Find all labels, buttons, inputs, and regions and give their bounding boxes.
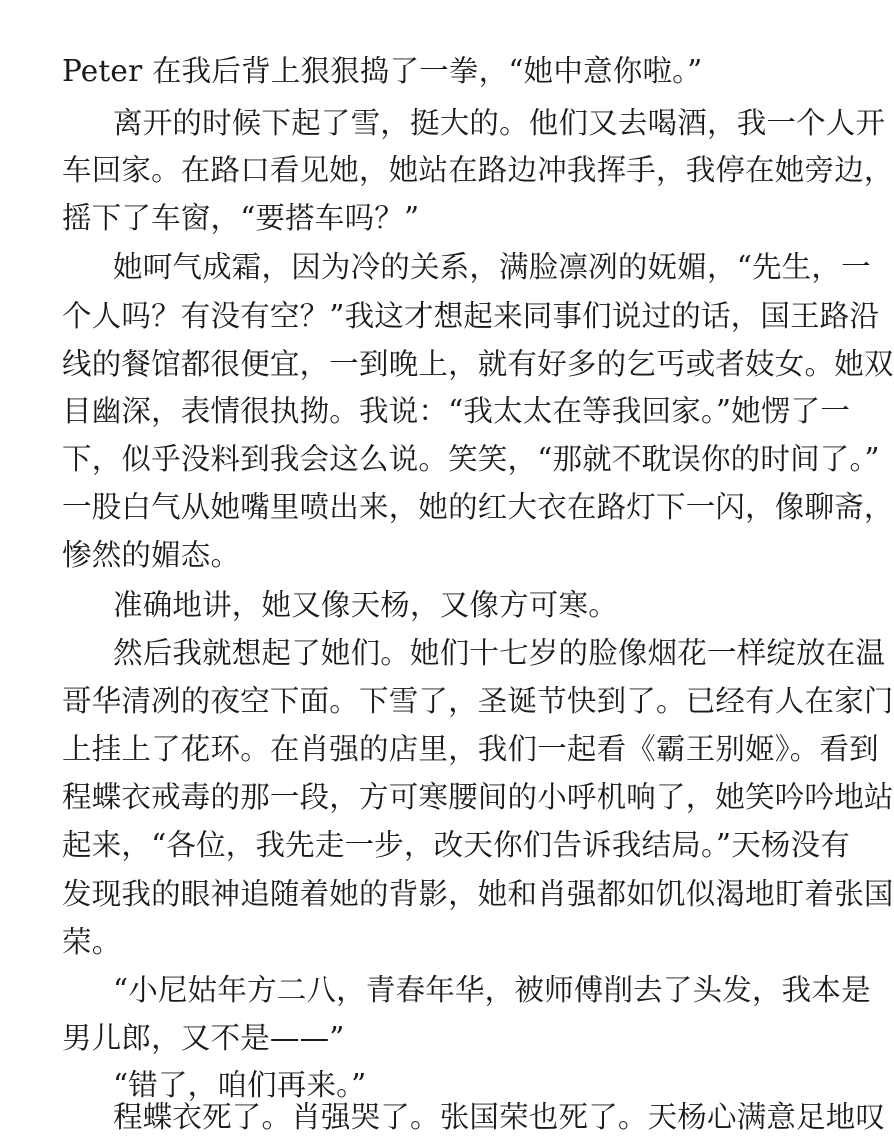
- text-line: “小尼姑年方二八，青春年华，被师傅削去了头发，我本是: [113, 973, 871, 1007]
- text-line: 离开的时候下起了雪，挺大的。他们又去喝酒，我一个人开: [113, 106, 886, 140]
- text-line: 程蝶衣戒毒的那一段，方可寒腰间的小呼机响了，她笑吟吟地站: [62, 780, 894, 814]
- text-line: 个人吗？有没有空？”我这才想起来同事们说过的话，国王路沿: [62, 299, 880, 333]
- text-line: 然后我就想起了她们。她们十七岁的脸像烟花一样绽放在温: [113, 636, 886, 670]
- text-line: 惨然的媚态。: [62, 538, 241, 572]
- text-line: 准确地讲，她又像天杨，又像方可寒。: [113, 588, 618, 622]
- text-line: 上挂上了花环。在肖强的店里，我们一起看《霸王别姬》。看到: [62, 732, 879, 766]
- text-line: 男儿郎，又不是——”: [62, 1021, 345, 1055]
- text-line: 线的餐馆都很便宜，一到晚上，就有好多的乞丐或者妓女。她双: [62, 347, 894, 381]
- text-line: 她呵气成霜，因为冷的关系，满脸凛冽的妩媚，“先生，一: [113, 250, 871, 284]
- text-line: “错了，咱们再来。”: [113, 1068, 367, 1102]
- text-line: 目幽深，表情很执拗。我说：“我太太在等我回家。”她愣了一: [62, 394, 851, 428]
- text-line: 摇下了车窗，“要搭车吗？”: [62, 201, 420, 235]
- text-line: 程蝶衣死了。肖强哭了。张国荣也死了。天杨心满意足地叹: [113, 1100, 886, 1134]
- text-line: 哥华清冽的夜空下面。下雪了，圣诞节快到了。已经有人在家门: [62, 684, 894, 718]
- text-line: 车回家。在路口看见她，她站在路边冲我挥手，我停在她旁边，: [62, 153, 894, 187]
- text-line: 起来，“各位，我先走一步，改天你们告诉我结局。”天杨没有: [62, 828, 851, 862]
- text-line: Peter 在我后背上狠狠捣了一拳，“她中意你啦。”: [62, 54, 703, 88]
- text-line: 荣。: [62, 925, 122, 959]
- text-line: 发现我的眼神追随着她的背影，她和肖强都如饥似渴地盯着张国: [62, 877, 894, 911]
- text-line: 下，似乎没料到我会这么说。笑笑，“那就不耽误你的时间了。”: [62, 442, 880, 476]
- text-line: 一股白气从她嘴里喷出来，她的红大衣在路灯下一闪，像聊斋，: [62, 490, 894, 524]
